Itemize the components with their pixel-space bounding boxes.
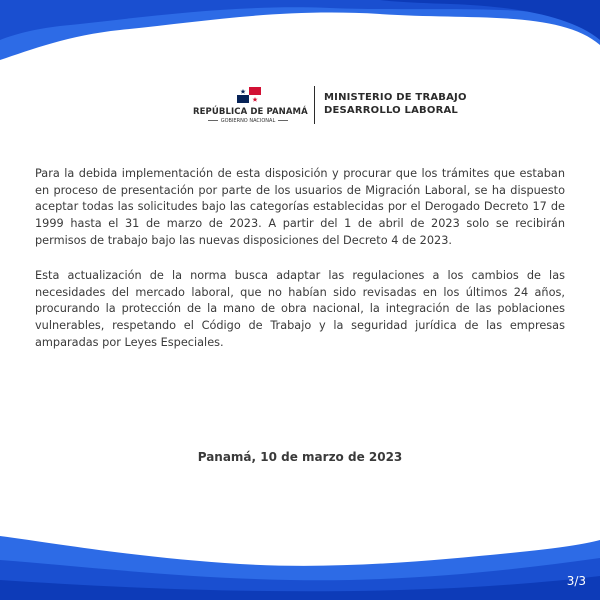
government-label xyxy=(193,118,303,124)
rule-right xyxy=(278,120,288,121)
page-number: 3/3 xyxy=(566,574,586,588)
ministry-name-line2: DESARROLLO LABORAL xyxy=(324,105,458,116)
government-label-text: GOBIERNO NACIONAL xyxy=(220,118,276,124)
date-line: Panamá, 10 de marzo de 2023 xyxy=(197,450,403,464)
panama-flag-icon xyxy=(237,87,261,103)
rule-left xyxy=(208,120,218,121)
body-paragraph-2: Esta actualización de la norma busca adaptar las regulaciones a los cambios de las necesidades del mercado laboral, que no habían sido revisadas en los últimos 24 años, procurando la protección de la mano de obra nacional, la integración de las poblaciones vulnerables, respetando el Código de Trabajo y la seguridad jurídica de las empresas amparadas por Leyes Especiales. xyxy=(35,269,565,349)
ministry-name-line1: MINISTERIO DE TRABAJO xyxy=(324,92,467,103)
bottom-wave-decoration xyxy=(0,530,600,600)
header-divider xyxy=(314,86,315,124)
body-paragraph-1: Para la debida implementación de esta disposición y procurar que los trámites que estaban en proceso de presentación por parte de los usuarios de Migración Laboral, se ha dispuesto aceptar todas las solicitudes bajo las categorías establecidas por el Derogado Decreto 17 de 1999 hasta el 31 de marzo de 2023. A partir del 1 de abril de 2023 solo se recibirán permisos de trabajo bajo las nuevas disposiciones del Decreto 4 de 2023. xyxy=(35,167,565,247)
republic-name: REPÚBLICA DE PANAMÁ xyxy=(193,107,308,117)
top-wave-decoration xyxy=(0,0,600,60)
header xyxy=(0,84,600,128)
